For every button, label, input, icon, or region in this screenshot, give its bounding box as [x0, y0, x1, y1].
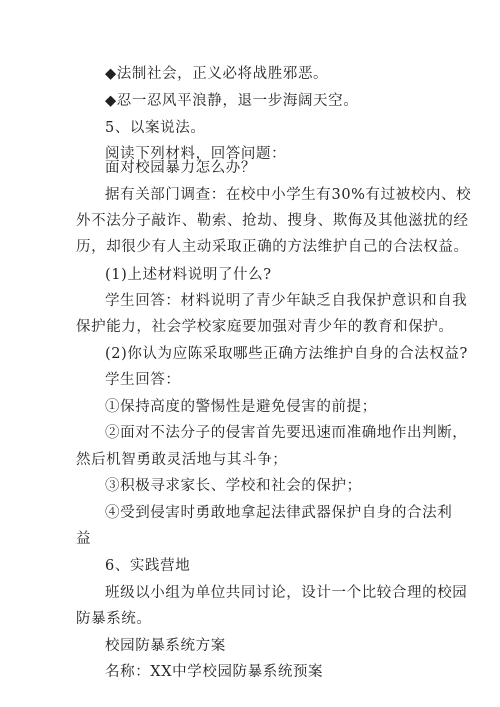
text-line: 6、实践营地 [105, 558, 191, 574]
text-line: 班级以小组为单位共同讨论，设计一个比较合理的校园 [105, 585, 468, 601]
text-line: ◆忍一忍风平浪静，退一步海阔天空。 [105, 93, 359, 109]
text-line: 学生回答：材料说明了青少年缺乏自我保护意识和自我 [105, 293, 468, 309]
text-line: 校园防暴系统方案 [105, 638, 226, 654]
text-line: ④受到侵害时勇敢地拿起法律武器保护自身的合法利 [105, 505, 453, 521]
text-line: ②面对不法分子的侵害首先要迅速而准确地作出判断， [105, 425, 468, 441]
text-line: 历，却很少有人主动采取正确的方法维护自己的合法权益。 [76, 239, 469, 255]
text-line: 据有关部门调查：在校中小学生有30%有过被校内、校 [105, 187, 472, 203]
text-line: 5、以案说法。 [105, 120, 206, 136]
text-line: ①保持高度的警惕性是避免侵害的前提； [105, 399, 377, 415]
text-line: 益 [76, 531, 92, 547]
text-line: 面对校园暴力怎么办？ [105, 160, 256, 176]
text-line: 名称：XX中学校园防暴系统预案 [105, 664, 324, 680]
text-line: (2)你认为应陈采取哪些正确方法维护自身的合法权益? [105, 346, 468, 362]
text-line: 外不法分子敲诈、勒索、抢劫、搜身、欺侮及其他滋扰的经 [76, 213, 469, 229]
text-line: ③积极寻求家长、学校和社会的保护； [105, 478, 362, 494]
text-line: (1)上述材料说明了什么? [105, 267, 272, 283]
text-line: 然后机智勇敢灵活地与其斗争； [76, 452, 288, 468]
text-line: ◆法制社会，正义必将战胜邪恶。 [105, 66, 329, 82]
text-line: 阅读下列材料，回答问题： [105, 146, 287, 162]
text-line: 保护能力，社会学校家庭要加强对青少年的教育和保护。 [76, 319, 454, 335]
text-line: 防暴系统。 [76, 611, 152, 627]
text-line: 学生回答： [105, 372, 181, 388]
